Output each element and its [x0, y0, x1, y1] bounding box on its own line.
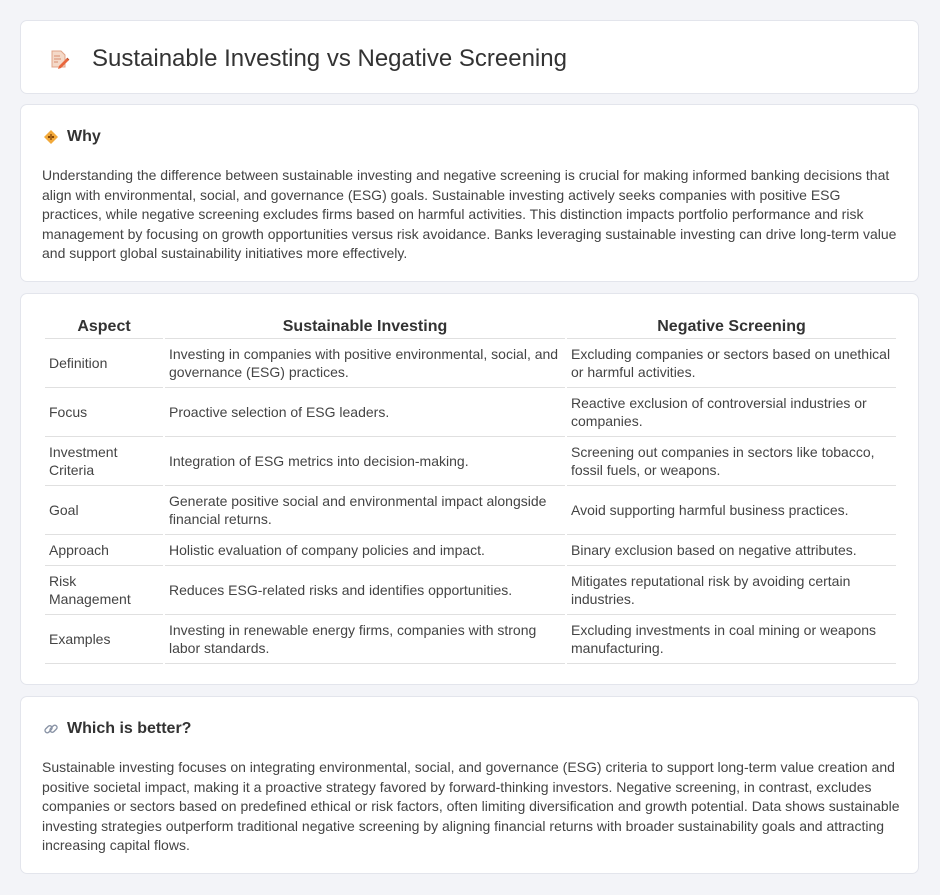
comparison-table [43, 316, 898, 664]
page-title: Sustainable Investing vs Negative Screening [92, 45, 567, 72]
aspect-cell: Investment Criteria [45, 437, 163, 486]
negative-cell: Binary exclusion based on negative attributes. [567, 535, 896, 566]
sustainable-cell: Proactive selection of ESG leaders. [165, 388, 565, 437]
which-is-better-section [20, 696, 919, 874]
better-text: Sustainable investing focuses on integrating environmental, social, and governance (ESG) criteria to support long-term value creation and positive societal impact, making it a proactive strategy favored by forward-thinking investors. Negative screening, in contrast, excludes companies or sectors based on predefined ethical or risk factors, often limiting diversification and growth potential. Data shows sustainable investing strategies outperform traditional negative screening by aligning financial returns with broader sustainability goals and attracting increasing capital flows. [42, 759, 900, 854]
aspect-cell: Focus [45, 388, 163, 437]
title-card [20, 20, 919, 94]
sustainable-cell: Investing in companies with positive environmental, social, and governance (ESG) practices. [165, 339, 565, 388]
sustainable-cell: Investing in renewable energy firms, companies with strong labor standards. [165, 615, 565, 664]
aspect-cell: Examples [45, 615, 163, 664]
negative-cell: Reactive exclusion of controversial industries or companies. [567, 388, 896, 437]
table-row [45, 535, 896, 566]
table-header-row [45, 316, 896, 339]
table-row [45, 339, 896, 388]
aspect-cell: Approach [45, 535, 163, 566]
header-sustainable-investing: Sustainable Investing [165, 316, 565, 339]
table-row [45, 566, 896, 615]
sustainable-cell: Holistic evaluation of company policies and impact. [165, 535, 565, 566]
aspect-cell: Risk Management [45, 566, 163, 615]
negative-cell: Screening out companies in sectors like tobacco, fossil fuels, or weapons. [567, 437, 896, 486]
table-row [45, 388, 896, 437]
why-heading: Why [67, 128, 101, 145]
sustainable-cell: Reduces ESG-related risks and identifies opportunities. [165, 566, 565, 615]
link-icon [43, 721, 59, 737]
sustainable-cell: Integration of ESG metrics into decision-making. [165, 437, 565, 486]
table-row [45, 486, 896, 535]
aspect-cell: Definition [45, 339, 163, 388]
header-negative-screening: Negative Screening [567, 316, 896, 339]
negative-cell: Mitigates reputational risk by avoiding certain industries. [567, 566, 896, 615]
why-text: Understanding the difference between sustainable investing and negative screening is crucial for making informed banking decisions that align with environmental, social, and governance (ESG) goals. Sustainable investing actively seeks companies with positive ESG practices, while negative screening excludes firms based on harmful activities. This distinction impacts portfolio performance and risk management by focusing on growth opportunities versus risk avoidance. Banks leveraging sustainable investing can drive long-term value and support global sustainability initiatives more effectively. [42, 167, 897, 262]
comparison-table-card [20, 293, 919, 685]
negative-cell: Excluding investments in coal mining or weapons manufacturing. [567, 615, 896, 664]
table-row [45, 437, 896, 486]
sustainable-cell: Generate positive social and environmental impact alongside financial returns. [165, 486, 565, 535]
negative-cell: Avoid supporting harmful business practices. [567, 486, 896, 535]
table-row [45, 615, 896, 664]
why-section [20, 104, 919, 282]
better-heading-row [43, 720, 191, 738]
better-heading: Which is better? [67, 720, 192, 737]
why-heading-row [43, 128, 101, 146]
aspect-cell: Goal [45, 486, 163, 535]
document-pencil-icon [48, 48, 70, 70]
header-aspect: Aspect [45, 316, 163, 339]
warning-diamond-icon [43, 129, 59, 145]
negative-cell: Excluding companies or sectors based on unethical or harmful activities. [567, 339, 896, 388]
